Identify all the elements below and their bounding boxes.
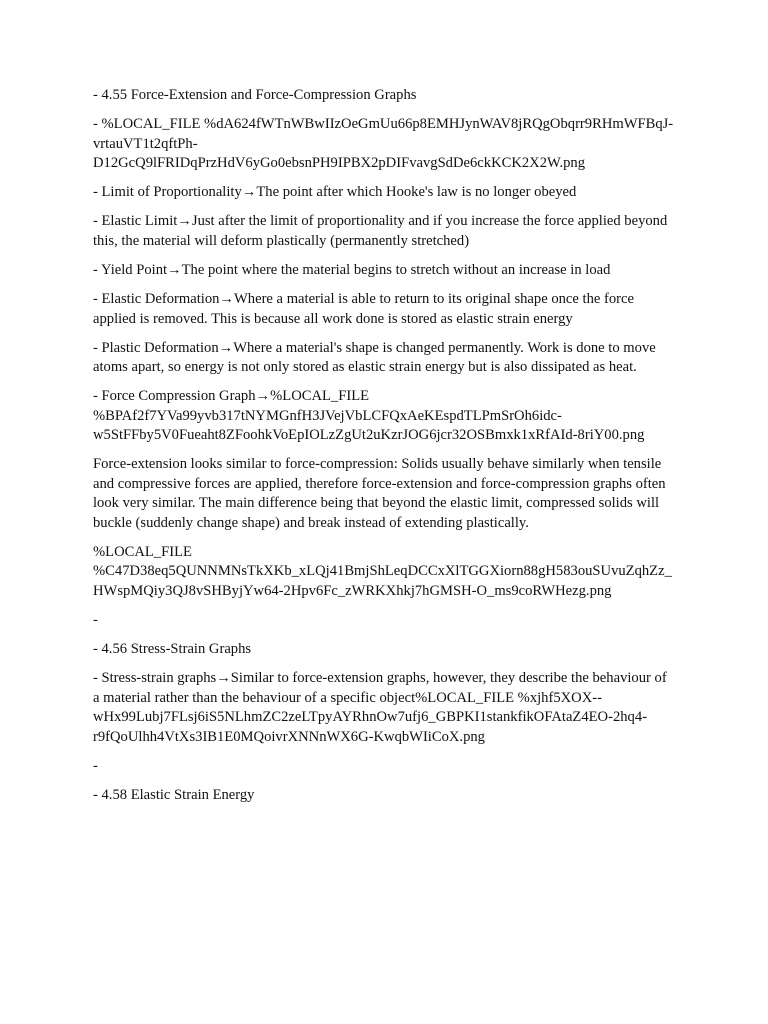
file-reference-force-extension-graph: - %LOCAL_FILE %dA624fWTnWBwIIzOeGmUu66p8EMHJynWAV8jRQgObqrr9RHmWFBqJ-vrtauVT1t2qftPh-D12GcQ9lFRIDqPrzHdV6yGo0ebsnPH9IPBX2pDIFvavgSdDe6ckKCK2X2W.png [93, 116, 674, 172]
file-reference-force-compression-graph: - Force Compression Graph→%LOCAL_FILE %BPAf2f7YVa99yvb317tNYMGnfH3JVejVbLCFQxAeKEspdTLPmSrOh6idc-w5StFFby5V0Fueaht8ZFoohkVoEpIOLzZgUt2uKzrJOG6jcr32OSBmxk1xRfAId-8riY00.png [93, 388, 645, 444]
section-heading-4-56: - 4.56 Stress-Strain Graphs [93, 641, 252, 658]
definition-yield-point: - Yield Point→The point where the material begins to stretch without an increase in load [93, 262, 611, 279]
document-page [93, 86, 675, 815]
definition-plastic-deformation: - Plastic Deformation→Where a material's shape is changed permanently. Work is done to move atoms apart, so energy is not only stored as elastic strain energy but is also dissipated as heat. [93, 339, 656, 376]
section-heading-4-58: - 4.58 Elastic Strain Energy [93, 786, 255, 803]
definition-elastic-deformation: - Elastic Deformation→Where a material is able to return to its original shape once the force applied is removed. This is because all work done is stored as elastic strain energy [93, 291, 634, 327]
separator-dash: - [93, 757, 98, 774]
definition-limit-of-proportionality: - Limit of Proportionality→The point after which Hooke's law is no longer obeyed [93, 184, 577, 201]
section-heading-4-55: - 4.55 Force-Extension and Force-Compression Graphs [93, 87, 417, 103]
definition-elastic-limit: - Elastic Limit→Just after the limit of proportionality and if you increase the force applied beyond this, the material will deform plastically (permanently stretched) [93, 213, 668, 249]
paragraph-extension-vs-compression: Force-extension looks similar to force-compression: Solids usually behave similarly when tensile and compressive forces are applied, therefore force-extension and force-compression graphs often look very similar. The main difference being that beyond the elastic limit, compressed solids will buckle (suddenly change shape) and break instead of extending plastically. [93, 456, 666, 531]
definition-stress-strain-graphs: - Stress-strain graphs→Similar to force-extension graphs, however, they describe the behaviour of a material rather than the behaviour of a specific object%LOCAL_FILE %xjhf5XOX--wHx99Lubj7FLsj6iS5NLhmZC2zeLTpyAYRhnOw7ufj6_GBPKI1stankfikOFAtaZ4EO-2hq4-r9fQoUlhh4VtXs3IB1E0MQoivrXNNnWX6G-KwqbWIiCoX.png [93, 670, 667, 745]
file-reference-comparison-graph: %LOCAL_FILE %C47D38eq5QUNNMNsTkXKb_xLQj41BmjShLeqDCCxXlTGGXiorn88gH583ouSUvuZqhZz_HWspMQiy3QJ8vSHByjYw64-2Hpv6Fc_zWRKXhkj7hGMSH-O_ms9coRWHezg.png [93, 543, 672, 599]
separator-dash: - [93, 611, 98, 628]
